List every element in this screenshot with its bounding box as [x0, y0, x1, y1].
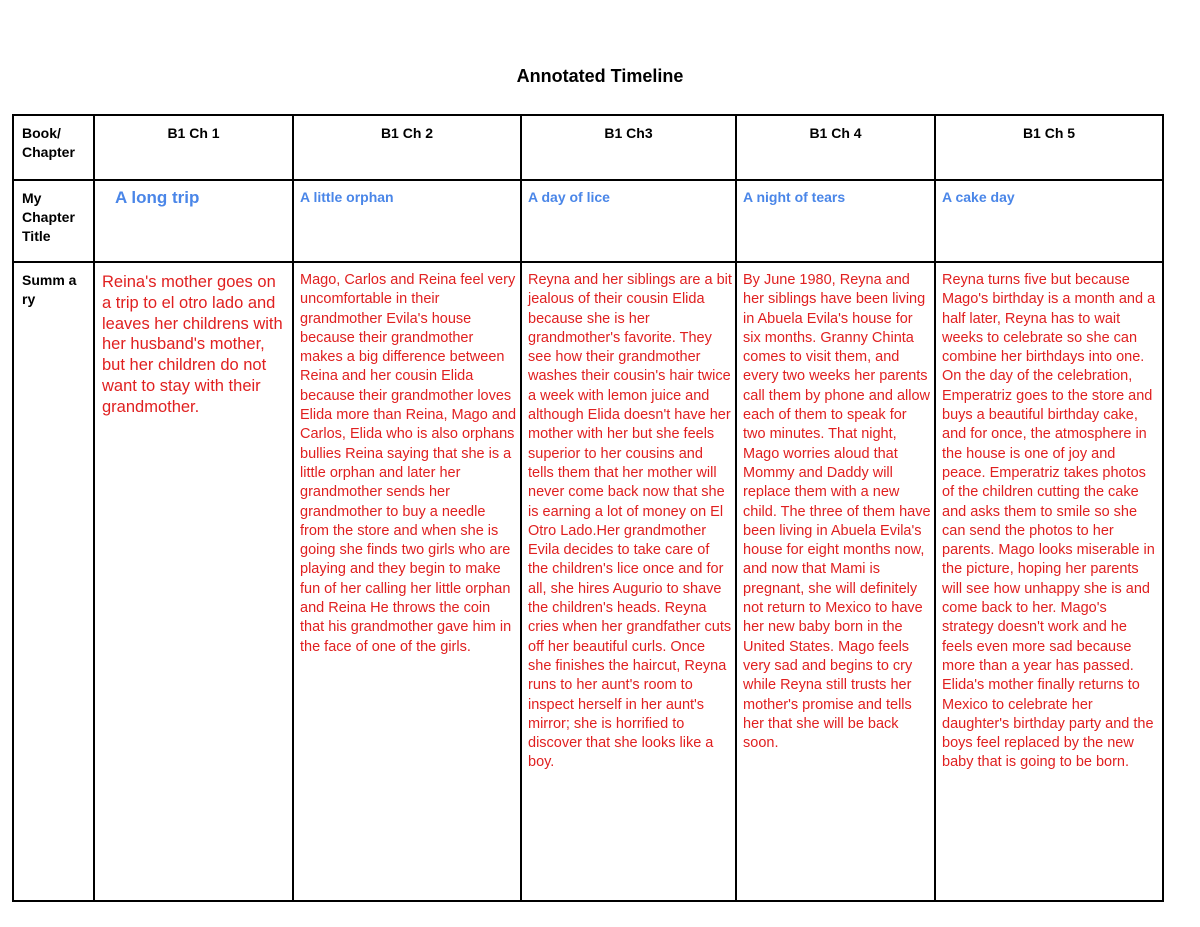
column-header-ch4: B1 Ch 4: [736, 115, 935, 180]
row-label-my-chapter-title: My Chapter Title: [13, 180, 94, 262]
annotated-timeline-table: [12, 114, 1164, 902]
chapter-title-ch5: A cake day: [935, 180, 1163, 262]
chapter-title-ch4: A night of tears: [736, 180, 935, 262]
summary-ch5: Reyna turns five but because Mago's birthday is a month and a half later, Reyna has to wait weeks to celebrate so she can combine her birthdays into one. On the day of the celebration, Emperatriz goes to the store and buys a beautiful birthday cake, and for once, the atmosphere in the house is one of joy and peace. Emperatriz takes photos of the children cutting the cake and asks them to smile so she can send the photos to her parents. Mago looks miserable in the picture, hoping her parents will see how unhappy she is and come back to her. Mago's strategy doesn't work and he feels even more sad because more than a year has passed. Elida's mother finally returns to Mexico to celebrate her daughter's birthday party and the boys feel replaced by the new baby that is going to be born.: [935, 262, 1163, 901]
summary-ch1: Reina's mother goes on a trip to el otro lado and leaves her childrens with her husband's mother, but her children do not want to stay with their grandmother.: [94, 262, 293, 901]
summary-ch2: Mago, Carlos and Reina feel very uncomfortable in their grandmother Evila's house because their grandmother makes a big difference between Reina and her cousin Elida because their grandmother loves Elida more than Reina, Mago and Carlos, Elida who is also orphans bullies Reina saying that she is a little orphan and later her grandmother sends her grandmother to buy a needle from the store and when she is going she finds two girls who are playing and they begin to make fun of her calling her little orphan and Reina He throws the coin that his grandmother gave him in the face of one of the girls.: [293, 262, 521, 901]
chapter-title-ch3: A day of lice: [521, 180, 736, 262]
chapter-title-ch2: A little orphan: [293, 180, 521, 262]
column-header-ch5: B1 Ch 5: [935, 115, 1163, 180]
summary-ch4: By June 1980, Reyna and her siblings have been living in Abuela Evila's house for six months. Granny Chinta comes to visit them, and every two weeks her parents call them by phone and allow each of them to speak for two minutes. That night, Mago worries aloud that Mommy and Daddy will replace them with a new child. The three of them have been living in Abuela Evila's house for eight months now, and now that Mami is pregnant, she will definitely not return to Mexico to have her new baby born in the United States. Mago feels very sad and begins to cry while Reyna still trusts her mother's promise and tells her that she will be back soon.: [736, 262, 935, 901]
row-label-summary: Summ a ry: [13, 262, 94, 901]
row-label-book-chapter: Book/ Chapter: [13, 115, 94, 180]
summary-row: [13, 262, 1163, 901]
chapter-title-row: [13, 180, 1163, 262]
column-header-ch1: B1 Ch 1: [94, 115, 293, 180]
column-header-ch2: B1 Ch 2: [293, 115, 521, 180]
column-header-ch3: B1 Ch3: [521, 115, 736, 180]
summary-ch3: Reyna and her siblings are a bit jealous of their cousin Elida because she is her grandmother's favorite. They see how their grandmother washes their cousin's hair twice a week with lemon juice and although Elida doesn't have her mother with her but she feels superior to her cousins and tells them that her mother will never come back now that she is earning a lot of money on El Otro Lado.Her grandmother Evila decides to take care of the children's lice once and for all, she hires Augurio to shave the children's heads. Reyna cries when her grandfather cuts off her beautiful curls. Once she finishes the haircut, Reyna runs to her aunt's room to inspect herself in her aunt's mirror; she is horrified to discover that she looks like a boy.: [521, 262, 736, 901]
chapter-header-row: [13, 115, 1163, 180]
document-title: Annotated Timeline: [516, 66, 684, 86]
chapter-title-ch1: A long trip: [94, 180, 293, 262]
